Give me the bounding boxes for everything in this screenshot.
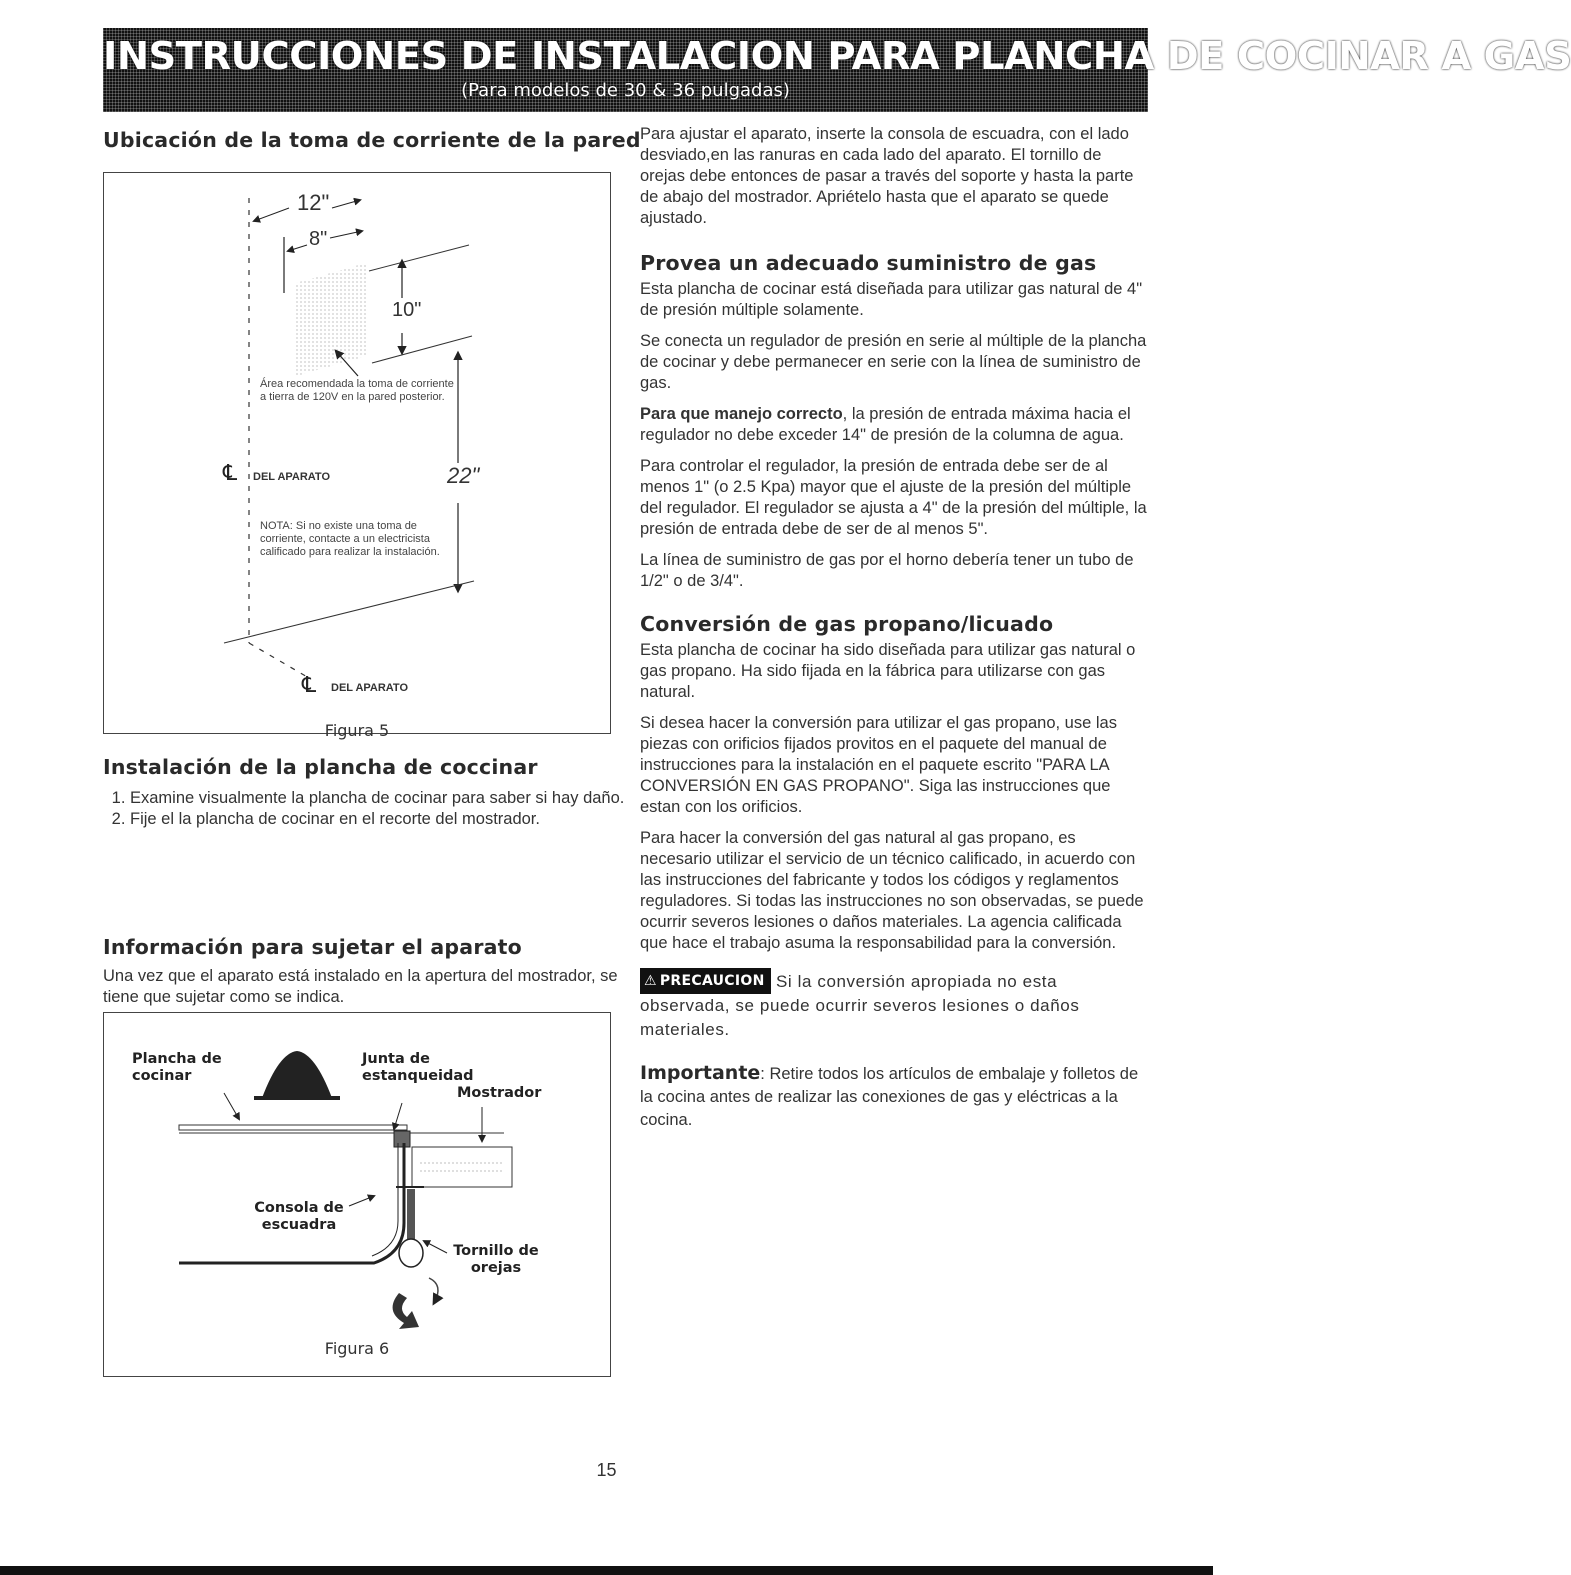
caution-text: Si la conversión apropiada no esta observada, se puede ocurrir severos lesiones o daños materiales. (640, 972, 1080, 1039)
gas-paragraph-3 (640, 404, 1150, 446)
importante-paragraph (640, 1062, 1150, 1132)
dimension-12in: 12" (297, 190, 330, 215)
conversion-paragraph-2: Si desea hacer la conversión para utilizar el gas propano, use las piezas con orificios fijados provitos en el paquete del manual de instrucciones para la instalación en el paquete escrito "PARA LA CONVERSIÓN EN GAS PROPANO". Siga las instrucciones que estan con los orificios. (640, 714, 1117, 816)
section-heading-installation: Instalación de la plancha de coccinar (103, 755, 538, 779)
conversion-paragraph-1: Esta plancha de cocinar ha sido diseñada para utilizar gas natural o gas propano. Ha sido fijada en la fábrica para utilizarse con gas natural. (640, 641, 1136, 701)
dimension-10in: 10" (392, 299, 422, 321)
section-heading-gas-supply: Provea un adecuado suministro de gas (640, 251, 1097, 275)
label-junta: Junta de estanqueidad (362, 1051, 474, 1084)
label-consola: Consola de escuadra (254, 1200, 344, 1233)
bracket-intro: Para ajustar el aparato, inserte la consola de escuadra, con el lado desviado,en las ranuras en cada lado del aparato. El tornillo de orejas debe entonces de pasar a través del soporte y hasta la parte de abajo del mostrador. Apriételo hasta que el aparato se quede ajustado. (640, 125, 1134, 227)
page-number: 15 (596, 1460, 617, 1480)
right-column (640, 124, 1150, 1132)
outlet-area-note: Área recomendada la toma de corriente a tierra de 120V en la pared posterior. (260, 378, 454, 403)
caution-badge-label: PRECAUCION (659, 973, 765, 989)
page-title: INSTRUCCIONES DE INSTALACION PARA PLANCHA DE COCINAR A GAS (103, 34, 1571, 79)
centerline-symbol-bottom: ℄ (302, 673, 317, 698)
dimension-22in: 22" (447, 463, 480, 488)
gas-paragraph-1: Esta plancha de cocinar está diseñada para utilizar gas natural de 4" de presión múltiple solamente. (640, 280, 1143, 319)
gas-paragraph-5: La línea de suministro de gas por el horno debería tener un tubo de 1/2" o de 3/4". (640, 551, 1134, 590)
header-banner (103, 28, 1571, 112)
gas-paragraph-3-bold: Para que manejo correcto (640, 405, 843, 423)
securing-text: Una vez que el aparato está instalado en la apertura del mostrador, se tiene que sujetar como se indica. (103, 967, 618, 1006)
conversion-paragraph-3: Para hacer la conversión del gas natural al gas propano, es necesario utilizar el servicio de un técnico calificado, in acuerdo con las instrucciones del fabricante y todos los códigos y reglamentos reguladores. Si todas las instrucciones no son observadas, se puede ocurrir severos lesiones o daños materiales. La agencia calificada que hace el trabajo asuma la responsabilidad para la conversión. (640, 829, 1144, 952)
page-subtitle: (Para modelos de 30 & 36 pulgadas) (461, 80, 790, 101)
bottom-rule (0, 1566, 1213, 1575)
figure-5-diagram (104, 173, 610, 733)
label-tornillo: Tornillo de orejas (453, 1243, 539, 1276)
figure-5-caption: Figura 5 (324, 721, 390, 740)
gas-paragraph-3-rest: , la presión de entrada máxima hacia el regulador no debe exceder 14" de presión de la columna de agua. (640, 405, 1131, 444)
caution-paragraph (640, 968, 1150, 1042)
list-item: 2. Fije el la plancha de cocinar en el recorte del mostrador. (130, 809, 645, 830)
dimension-8in: 8" (309, 228, 328, 250)
nota-text: NOTA: Si no existe una toma de corriente, contacte a un electricista calificado para realizar la instalación. (260, 520, 440, 558)
label-plancha: Plancha de cocinar (132, 1051, 222, 1084)
figure-6-caption: Figura 6 (324, 1339, 390, 1358)
warning-icon: ⚠ (644, 973, 657, 989)
importante-text: : Retire todos los artículos de embalaje y folletos de la cocina antes de realizar las conexiones de gas y eléctricas a la cocina. (640, 1065, 1139, 1129)
section-heading-outlet-location: Ubicación de la toma de corriente de la pared (103, 128, 641, 152)
label-mostrador: Mostrador (457, 1085, 542, 1101)
list-item: 1. Examine visualmente la plancha de cocinar para saber si hay daño. (130, 788, 645, 809)
caution-badge (640, 968, 771, 994)
centerline-symbol: ℄ (223, 461, 238, 486)
section-heading-conversion: Conversión de gas propano/licuado (640, 612, 1054, 636)
importante-label: Importante (640, 1062, 761, 1084)
gas-paragraph-4: Para controlar el regulador, la presión de entrada debe ser de al menos 1" (o 2.5 Kpa) mayor que el ajuste de la presión del múltiple del regulador. El regulador se ajusta a 4" de la presión del múltiple, la presión de entrada debe de ser de al menos 5". (640, 457, 1147, 538)
figure-5 (103, 172, 611, 740)
centerline-label: DEL APARATO (253, 471, 331, 483)
section-heading-securing: Información para sujetar el aparato (103, 935, 522, 959)
installation-steps (103, 788, 645, 830)
figure-6 (103, 1012, 611, 1377)
centerline-label-bottom: DEL APARATO (331, 682, 409, 694)
gas-paragraph-2: Se conecta un regulador de presión en serie al múltiple de la plancha de cocinar y debe permanecer en serie con la línea de suministro de gas. (640, 332, 1147, 392)
